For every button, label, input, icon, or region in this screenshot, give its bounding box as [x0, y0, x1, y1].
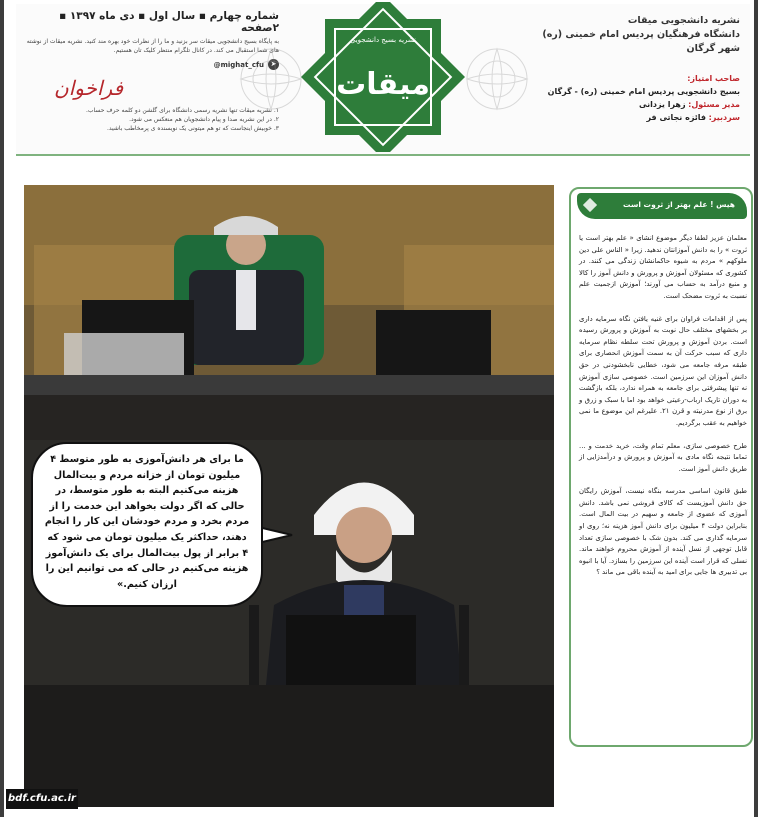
telegram-handle[interactable]: @mighat_cfu: [213, 60, 264, 69]
staff-role: سردبیر:: [708, 113, 740, 122]
staff-row: [530, 98, 740, 111]
column-title-bar: [577, 193, 747, 219]
column-paragraph: پس از اقدامات فراوان برای غنیه یافتن نگاه سرمایه داری بر بخشهای مختلف حال نوبت به آموزش و پرورش رسیده است. بردن آموزش و پرورش تحت سلطه نظام سرمایه داری که سبب حرکت آن به سمت آموزش انحصاری برای طبقه مرفه جامعه می شود، خطایی نابخشودنی در حق دانش آموزان این سرزمین است. خصوصی سازی آموزش نه تنها پیشرفتی برای جامعه به همراه ندارد، بلکه بازگشت به دوران تاریک ارباب-رعیتی خواهد بود اما با سبک و زرق و برق از نوع مدرنیته و قرن ۲۱. علیرغم این موضوع ما نمی خواهیم به عقب برگردیم.: [579, 314, 747, 427]
staff-list: [530, 72, 740, 124]
publisher-line: دانشگاه فرهنگیان پردیس امام خمینی (ره): [542, 29, 740, 40]
column-paragraph: طبق قانون اساسی مدرسه بنگاه نیست، آموزش رایگان حق دانش آموزیست که کالای فروشی نمی باشد. دانش آموزی که عضوی از جامعه و سهیم در بیت المال است. بنابراین دولت ۴ میلیون برای دانش آموز هزینه نه؛ روی او سرمایه گذاری می کند. بدون شک با خصوصی سازی تعداد قابل توجهی از نسل آینده از آموزش محروم خواهند ماند. نسلی که قرار است آینده این سرزمین را بسازد. آیا با انبوه بی تدبیری ها جایی برای امید به آینده باقی می ماند ؟: [579, 487, 747, 577]
intro-text: به پایگاه بسیج دانشجویی میقات سر بزنید و ما را از نظرات خود بهره مند کنید. نشریه میقات از نوشته های شما استقبال می کند. در کانال تلگرام منتظر کلیک تان هستیم.: [26, 38, 279, 54]
quote-bubble: [31, 442, 263, 607]
column-title: هیس ! علم بهتر از ثروت است: [623, 200, 735, 209]
editorial-column: [569, 187, 753, 747]
column-body: [579, 233, 747, 590]
masthead: [16, 4, 750, 156]
mighat-emblem: [301, 2, 465, 152]
rule-item: ۱. نشریه میقات تنها نشریه رسمی دانشگاه برای گلشن دو کلمه حرف حساب.: [85, 107, 279, 114]
column-paragraph: معلمان عزیز لطفا دیگر موضوع انشای « علم بهتر است یا ثروت » را به دانش آموزانتان ندهید. زیرا « الناس علی دین ملوکهم » مردم به شیوه حاکمانشان زندگی می کنند. در کشوری که مسئولان آموزش و پرورش و دانش آموز را کالا و منبع درآمد به حساب می آورند؛ آموزش ازجمیت علم نسبت به ثروت مضحک است.: [579, 234, 747, 300]
column-paragraph: طرح خصوصی سازی، معلم تمام وقت، خرید خدمت و ... تماما نتیجه نگاه مادی به آموزش و پرورش و درآمدزایی از طریق دانش آموز است.: [579, 441, 747, 473]
publisher-line: نشریه دانشجویی میقات: [627, 15, 740, 26]
source-watermark: bdf.cfu.ac.ir: [6, 789, 78, 809]
staff-role: صاحب امتیاز:: [687, 74, 740, 83]
publisher-line: شهر گرگان: [686, 43, 740, 54]
masthead-right-info: [530, 14, 740, 124]
staff-row: [530, 72, 740, 85]
staff-row: [530, 111, 740, 124]
speech-bubble-tail: [258, 525, 294, 545]
floral-ornament-right: [452, 34, 542, 124]
emblem-top-text: نشریه بسیج دانشجویی: [349, 36, 417, 44]
quote-text: ما برای هر دانش‌آموزی به طور متوسط ۴ میلیون تومان از خزانه مردم و بیت‌المال هزینه می‌کنیم البته به طور متوسط، در حالی که اگر دولت بخواهد این خدمت را از مردم بخرد و مردم خودشان این کار را انجام دهند، حداکثر یک میلیون تومان می شود که ۴ برابر از پول بیت‌المال برای یک دانش‌آموز هزینه می‌کنیم در حالی که می توانیم این را ارزان کنیم.»: [44, 454, 250, 590]
telegram-icon: ➤: [268, 59, 279, 70]
call-title: فراخوان: [54, 76, 124, 100]
emblem-title: میقات: [336, 67, 430, 102]
rule-item: ۲. در این نشریه صدا و پیام دانشجویان هم منعکس می شود.: [129, 116, 279, 123]
staff-name: فائزه نجاتی فر: [646, 113, 707, 122]
emblem-mini-icon: [583, 198, 597, 212]
staff-row: [530, 85, 740, 98]
issue-line: شماره چهارم ▪ سال اول ▪ دی ماه ۱۳۹۷ ▪ ۲صفحه: [59, 10, 279, 34]
rule-item: ۳. خوبیش اینجاست که تو هم میتونی یک نویسنده ی پرمخاطب باشید.: [106, 125, 279, 132]
staff-role: مدیر مسئول:: [688, 100, 740, 109]
staff-name: زهرا یزدانی: [639, 100, 686, 109]
staff-name: بسیج دانشجویی پردیس امام خمینی (ره) - گرگان: [547, 87, 740, 96]
